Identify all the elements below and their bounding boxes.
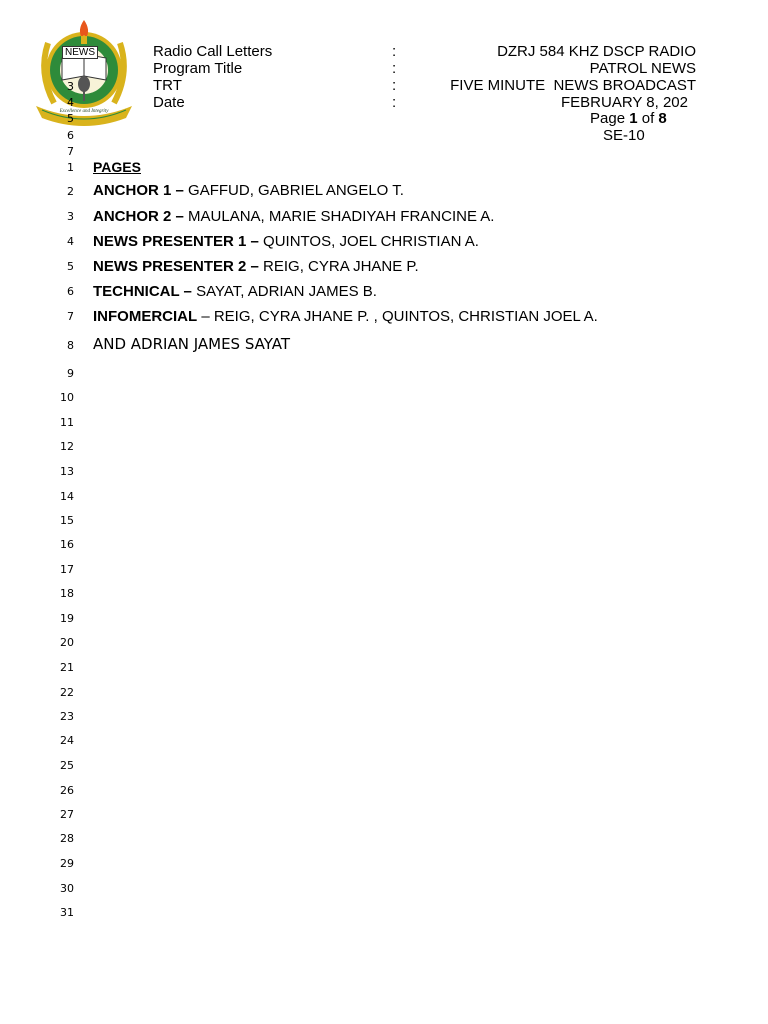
line-number: 9 — [67, 367, 74, 380]
header-value-program-title: PATROL NEWS — [589, 60, 696, 77]
line-number: 27 — [60, 808, 74, 821]
header-colon: : — [392, 43, 397, 60]
page-of: of — [641, 110, 655, 127]
line-number: 30 — [60, 882, 74, 895]
header-line-number: 4 — [67, 96, 74, 109]
line-number: 24 — [60, 734, 74, 747]
line-number: 19 — [60, 612, 74, 625]
line-number: 31 — [60, 906, 74, 919]
logo-badge-text: NEWS — [62, 46, 98, 59]
line-number: 13 — [60, 465, 74, 478]
page-indicator — [590, 110, 667, 127]
line-number: 29 — [60, 857, 74, 870]
credit-role: ANCHOR 2 – — [93, 208, 184, 225]
credit-continuation: AND ADRIAN JAMES SAYAT — [93, 335, 290, 353]
header-colon: : — [392, 77, 397, 94]
header-value-trt: FIVE MINUTE NEWS BROADCAST — [450, 77, 696, 94]
line-number: 21 — [60, 661, 74, 674]
header-line-number: 7 — [67, 145, 74, 158]
header-label-trt: TRT — [153, 77, 182, 94]
document-code: SE-10 — [603, 127, 645, 144]
credit-row-infomercial — [93, 308, 598, 325]
header-value-date: FEBRUARY 8, 202 — [560, 94, 688, 111]
line-number: 5 — [67, 260, 74, 273]
header-line-number: 3 — [67, 80, 74, 93]
line-number: 1 — [67, 161, 74, 174]
line-number: 11 — [60, 416, 74, 429]
line-number: 14 — [60, 490, 74, 503]
credit-names: – REIG, CYRA JHANE P. , QUINTOS, CHRISTIAN JOEL A. — [197, 308, 598, 325]
line-number: 28 — [60, 832, 74, 845]
line-number: 17 — [60, 563, 74, 576]
line-number: 7 — [67, 310, 74, 323]
pages-heading: PAGES — [93, 159, 141, 175]
page-current: 1 — [629, 110, 638, 127]
credit-names: QUINTOS, JOEL CHRISTIAN A. — [258, 233, 479, 250]
line-number: 6 — [67, 285, 74, 298]
credit-role: ANCHOR 1 – — [93, 182, 184, 199]
credit-row-news-presenter-2 — [93, 258, 419, 275]
header-label-program-title: Program Title — [153, 60, 243, 77]
line-number: 20 — [60, 636, 74, 649]
credit-names: SAYAT, ADRIAN JAMES B. — [191, 283, 377, 300]
header-label-call-letters: Radio Call Letters — [153, 43, 273, 60]
page-total: 8 — [658, 110, 667, 127]
credit-role: NEWS PRESENTER 1 – — [93, 233, 259, 250]
credit-row-technical — [93, 283, 377, 300]
line-number: 26 — [60, 784, 74, 797]
line-number: 15 — [60, 514, 74, 527]
credit-row-news-presenter-1 — [93, 233, 479, 250]
line-number: 25 — [60, 759, 74, 772]
header-colon: : — [392, 94, 397, 111]
credit-role: INFOMERCIAL — [93, 308, 198, 325]
page-prefix: Page — [590, 110, 626, 127]
line-number: 12 — [60, 440, 74, 453]
header-line-number: 6 — [67, 129, 74, 142]
credit-names: MAULANA, MARIE SHADIYAH FRANCINE A. — [183, 208, 495, 225]
line-number: 16 — [60, 538, 74, 551]
credit-names: REIG, CYRA JHANE P. — [258, 258, 419, 275]
line-number: 10 — [60, 391, 74, 404]
line-number: 23 — [60, 710, 74, 723]
line-number: 22 — [60, 686, 74, 699]
credit-role: TECHNICAL – — [93, 283, 192, 300]
logo-motto: Excellence and Integrity — [59, 109, 109, 114]
header-line-number: 5 — [67, 112, 74, 125]
line-number: 2 — [67, 185, 74, 198]
credit-row-anchor-2 — [93, 208, 494, 225]
line-number: 3 — [67, 210, 74, 223]
header-colon: : — [392, 60, 397, 77]
header-label-date: Date — [153, 94, 185, 111]
line-number: 8 — [67, 339, 74, 352]
header-value-call-letters: DZRJ 584 KHZ DSCP RADIO — [497, 43, 696, 60]
line-number: 4 — [67, 235, 74, 248]
line-number: 18 — [60, 587, 74, 600]
credit-role: NEWS PRESENTER 2 – — [93, 258, 259, 275]
credit-row-anchor-1 — [93, 182, 404, 199]
credit-names: GAFFUD, GABRIEL ANGELO T. — [183, 182, 404, 199]
